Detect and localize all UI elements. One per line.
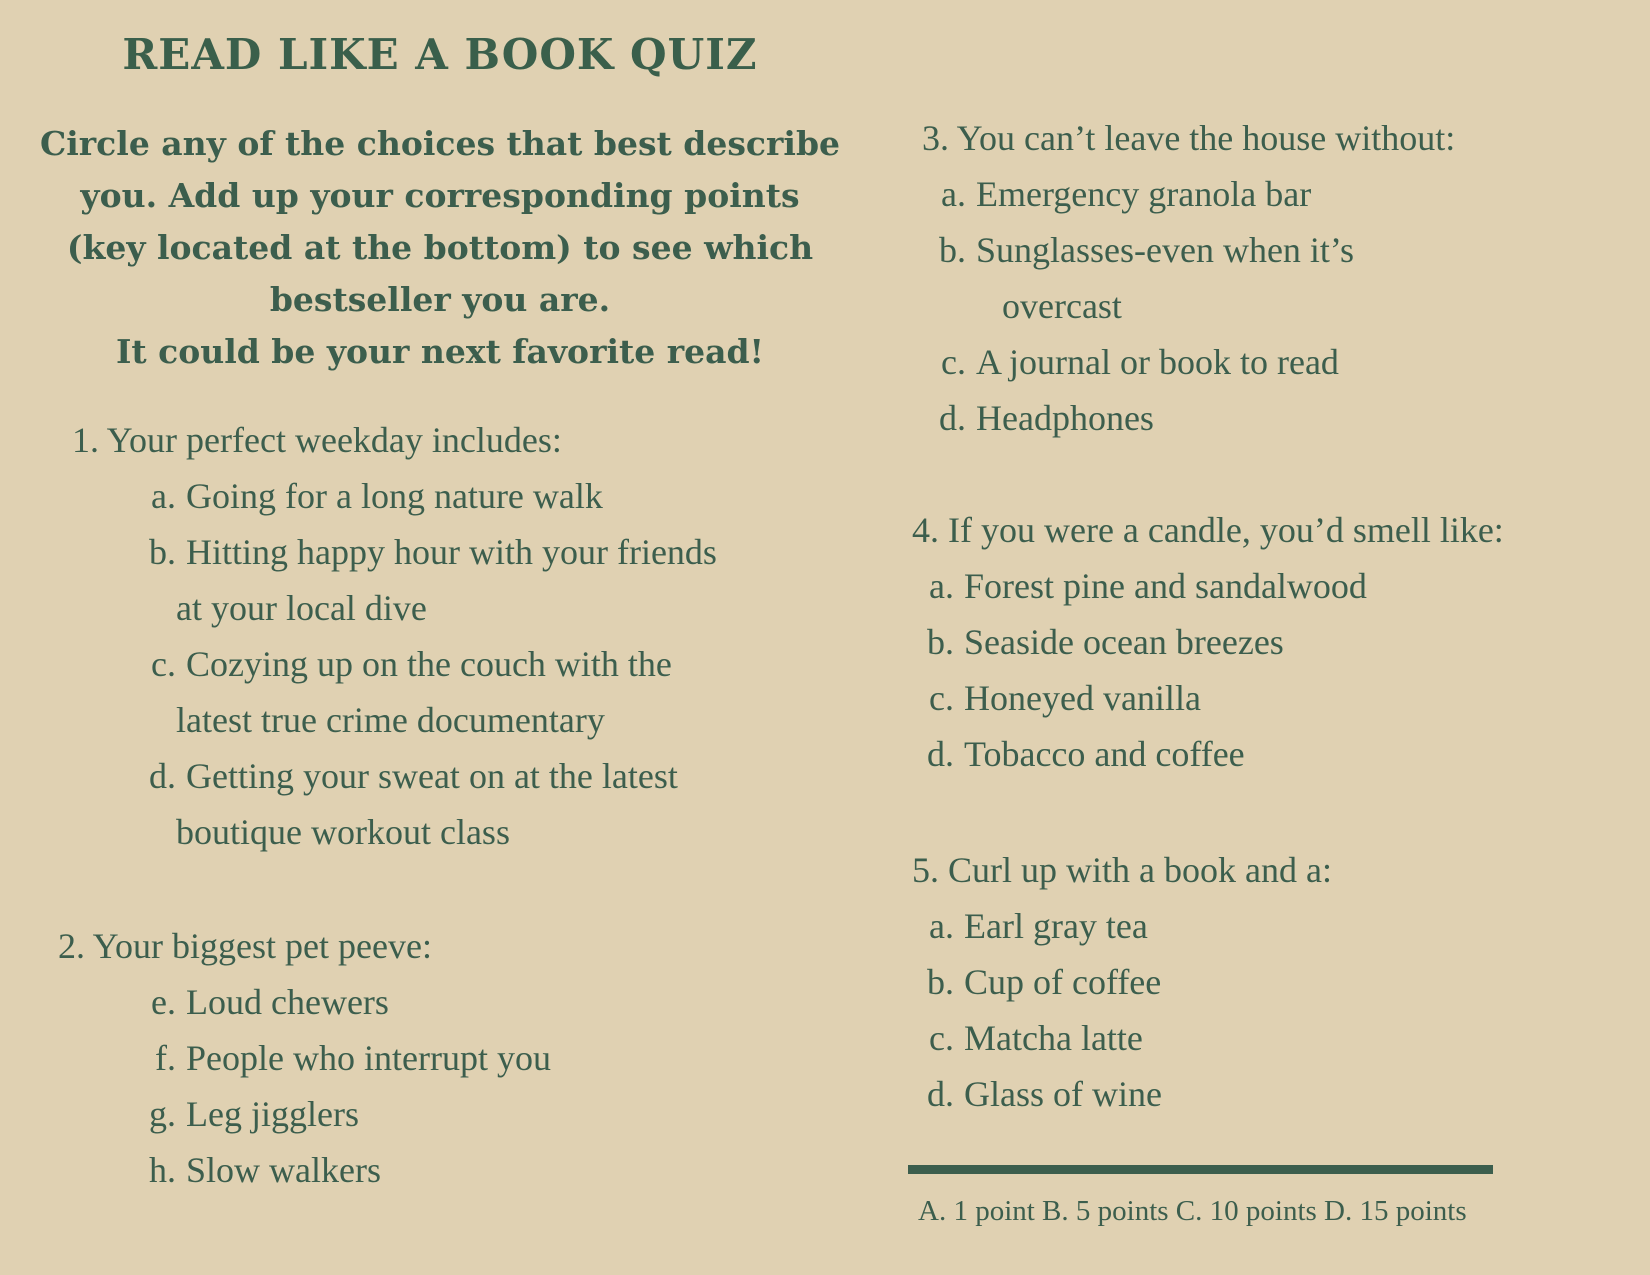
instructions bbox=[40, 118, 840, 378]
instructions-line: (key located at the bottom) to see which bbox=[66, 228, 814, 267]
option-a[interactable] bbox=[132, 468, 717, 524]
option-b[interactable] bbox=[922, 222, 1455, 334]
option-c[interactable] bbox=[922, 334, 1455, 390]
option-a[interactable] bbox=[922, 166, 1455, 222]
option-text: Slow walkers bbox=[186, 1150, 381, 1190]
option-letter: a. bbox=[929, 906, 954, 946]
option-text: Earl gray tea bbox=[964, 906, 1148, 946]
question-text: 2. Your biggest pet peeve: bbox=[58, 926, 432, 966]
question-text: 1. Your perfect weekday includes: bbox=[72, 420, 562, 460]
option-text: Loud chewers bbox=[186, 982, 389, 1022]
question-text: 5. Curl up with a book and a: bbox=[912, 850, 1332, 890]
option-text: Getting your sweat on at the latest bbox=[186, 756, 678, 796]
question-5 bbox=[912, 842, 1332, 1122]
option-text-continued: at your local dive bbox=[176, 588, 427, 628]
question-4 bbox=[912, 502, 1504, 782]
option-letter: d. bbox=[149, 756, 176, 796]
option-letter: e. bbox=[151, 982, 176, 1022]
option-c[interactable] bbox=[910, 670, 1504, 726]
option-letter: b. bbox=[927, 962, 954, 1002]
option-text: Forest pine and sandalwood bbox=[964, 566, 1367, 606]
option-e[interactable] bbox=[132, 974, 551, 1030]
option-letter: c. bbox=[929, 678, 954, 718]
option-d[interactable] bbox=[910, 726, 1504, 782]
option-text: Hitting happy hour with your friends bbox=[186, 532, 717, 572]
quiz-title: READ LIKE A BOOK QUIZ bbox=[122, 30, 758, 79]
option-letter: g. bbox=[149, 1094, 176, 1134]
option-letter: a. bbox=[941, 174, 966, 214]
option-text: Headphones bbox=[976, 398, 1154, 438]
option-f[interactable] bbox=[132, 1030, 551, 1086]
option-letter: h. bbox=[149, 1150, 176, 1190]
option-text-continued: latest true crime documentary bbox=[176, 700, 605, 740]
instructions-line: bestseller you are. bbox=[269, 280, 611, 319]
option-h[interactable] bbox=[132, 1142, 551, 1198]
question-2 bbox=[58, 918, 551, 1198]
option-text: Sunglasses-even when it’s bbox=[976, 230, 1354, 270]
option-text: People who interrupt you bbox=[186, 1038, 551, 1078]
option-a[interactable] bbox=[910, 898, 1332, 954]
option-d[interactable] bbox=[922, 390, 1455, 446]
option-b[interactable] bbox=[910, 614, 1504, 670]
option-text: Going for a long nature walk bbox=[186, 476, 603, 516]
option-b[interactable] bbox=[132, 524, 717, 636]
option-letter: b. bbox=[927, 622, 954, 662]
option-letter: b. bbox=[149, 532, 176, 572]
option-letter: d. bbox=[927, 1074, 954, 1114]
option-text: Matcha latte bbox=[964, 1018, 1143, 1058]
option-letter: d. bbox=[927, 734, 954, 774]
option-text: Glass of wine bbox=[964, 1074, 1162, 1114]
option-text: Tobacco and coffee bbox=[964, 734, 1245, 774]
option-letter: d. bbox=[939, 398, 966, 438]
option-text: Emergency granola bar bbox=[976, 174, 1312, 214]
option-text: Seaside ocean breezes bbox=[964, 622, 1284, 662]
option-letter: b. bbox=[939, 230, 966, 270]
option-text: Honeyed vanilla bbox=[964, 678, 1201, 718]
question-1 bbox=[72, 412, 717, 860]
option-b[interactable] bbox=[910, 954, 1332, 1010]
option-c[interactable] bbox=[910, 1010, 1332, 1066]
option-text: Cozying up on the couch with the bbox=[186, 644, 672, 684]
option-text: Leg jigglers bbox=[186, 1094, 359, 1134]
option-d[interactable] bbox=[132, 748, 717, 860]
option-text: A journal or book to read bbox=[976, 342, 1339, 382]
option-g[interactable] bbox=[132, 1086, 551, 1142]
instructions-line: you. Add up your corresponding points bbox=[80, 176, 800, 215]
option-letter: c. bbox=[151, 644, 176, 684]
question-text: 3. You can’t leave the house without: bbox=[922, 118, 1456, 158]
option-text: Cup of coffee bbox=[964, 962, 1162, 1002]
question-3 bbox=[922, 110, 1455, 446]
option-letter: c. bbox=[941, 342, 966, 382]
instructions-line: It could be your next favorite read! bbox=[115, 332, 765, 371]
question-text: 4. If you were a candle, you’d smell like: bbox=[912, 510, 1504, 550]
option-text-continued: boutique workout class bbox=[176, 812, 510, 852]
option-letter: a. bbox=[151, 476, 176, 516]
option-letter: a. bbox=[929, 566, 954, 606]
option-text-continued: overcast bbox=[1002, 286, 1122, 326]
option-letter: f. bbox=[155, 1038, 176, 1078]
option-letter: c. bbox=[929, 1018, 954, 1058]
option-a[interactable] bbox=[910, 558, 1504, 614]
option-c[interactable] bbox=[132, 636, 717, 748]
instructions-line: Circle any of the choices that best describe bbox=[40, 124, 841, 163]
divider-rule bbox=[908, 1165, 1493, 1174]
points-key: A. 1 point B. 5 points C. 10 points D. 15 points bbox=[918, 1195, 1467, 1227]
option-d[interactable] bbox=[910, 1066, 1332, 1122]
